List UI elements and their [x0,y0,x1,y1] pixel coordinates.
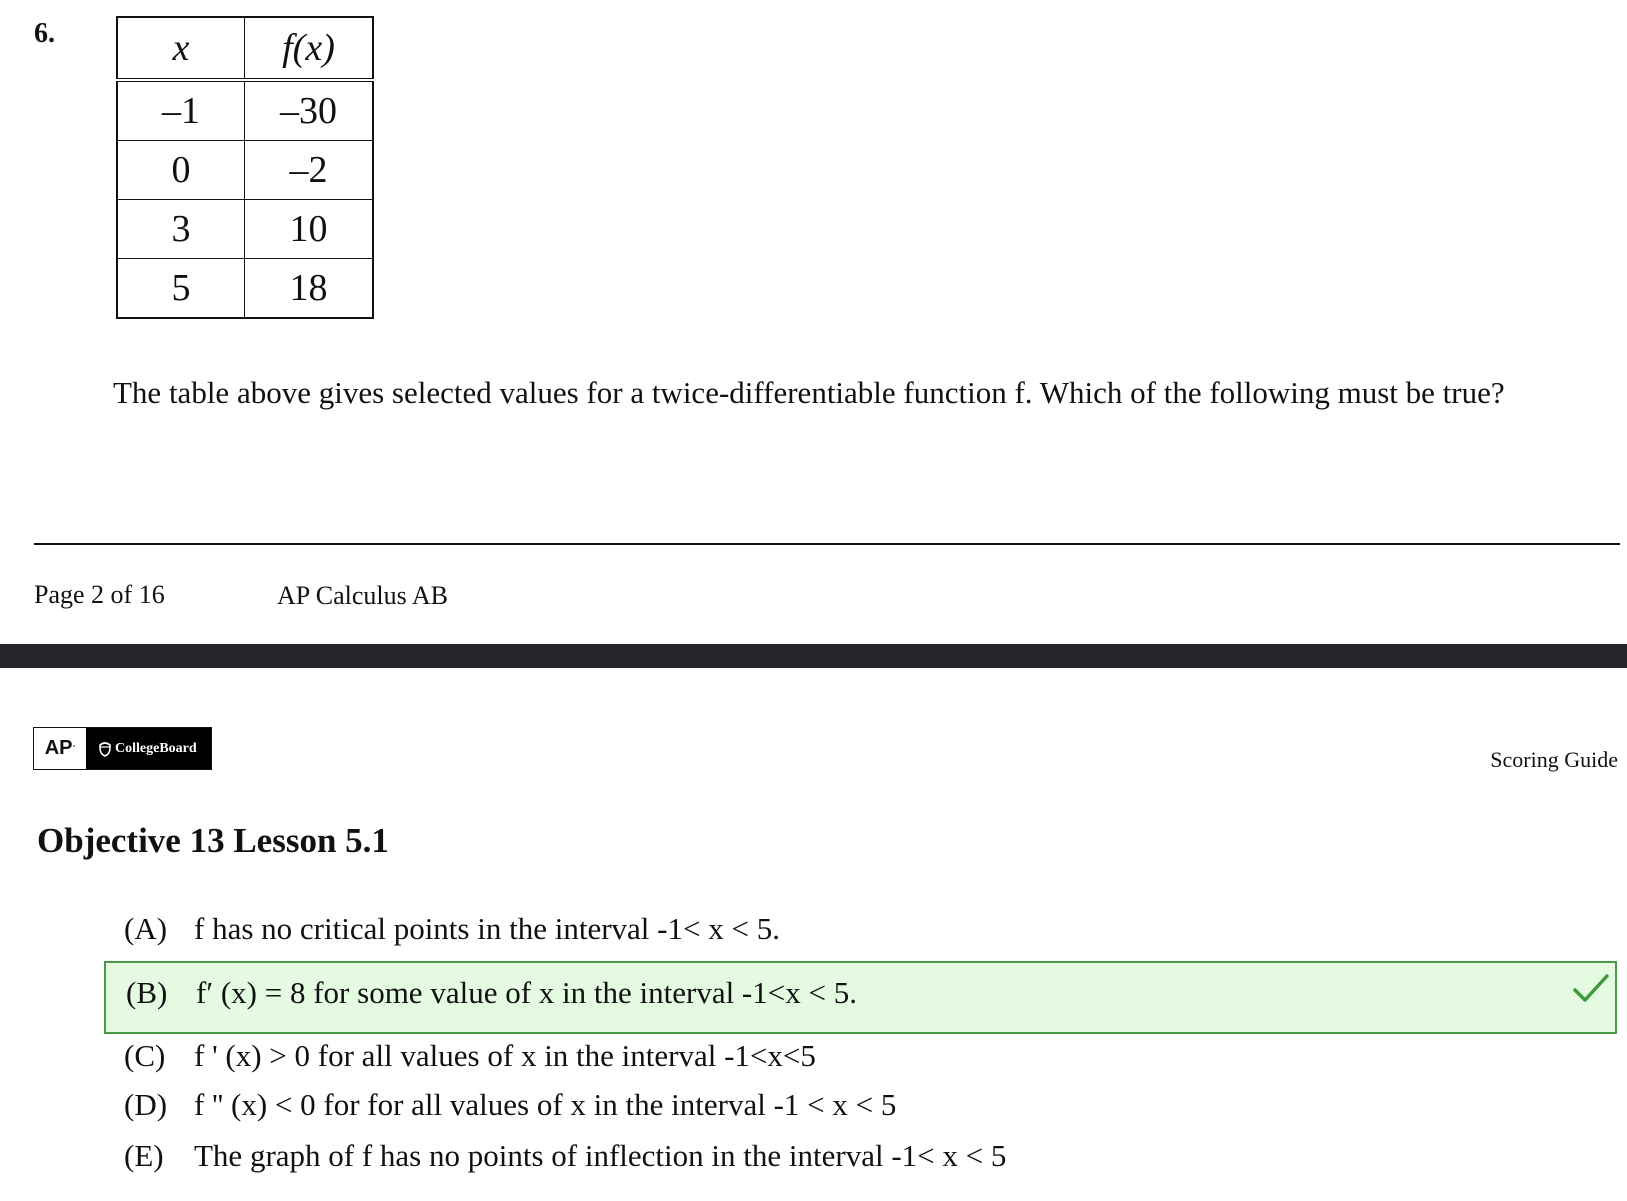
choice-letter: (B) [126,975,168,1010]
choice-text: f has no critical points in the interval -1< x < 5. [194,911,780,946]
ap-collegeboard-logo [33,727,212,770]
table-cell: –1 [117,80,245,141]
table-cell: 10 [245,200,374,259]
table-row [117,200,373,259]
choice-text: f′ (x) = 8 for some value of x in the interval -1<x < 5. [196,975,857,1010]
course-name: AP Calculus AB [277,581,448,610]
choice-text: f '' (x) < 0 for for all values of x in the interval -1 < x < 5 [194,1087,897,1122]
choice-letter: (E) [124,1138,164,1173]
choice-text: The graph of f has no points of inflection in the interval -1< x < 5 [194,1138,1007,1173]
acorn-icon [98,741,112,757]
page-break-bar [0,644,1627,668]
choice-letter: (D) [124,1087,168,1122]
choice-text: f ' (x) > 0 for all values of x in the interval -1<x<5 [194,1038,816,1073]
table-cell: –30 [245,80,374,141]
question-text: The table above gives selected values for a twice-differentiable function f. Which of the following must be true? [113,375,1505,410]
table-header-row [117,17,373,80]
values-table [116,16,374,319]
collegeboard-logo [86,728,211,769]
objective-title: Objective 13 Lesson 5.1 [37,821,389,860]
table-row [117,80,373,141]
question-number: 6. [34,18,55,49]
table-cell: 18 [245,259,374,319]
table-row [117,141,373,200]
table-cell: 3 [117,200,245,259]
answer-choice-a[interactable] [104,897,1617,970]
scoring-guide-title: Scoring Guide [1490,747,1618,772]
table-cell: 5 [117,259,245,319]
table-header-fx: f(x) [245,17,374,80]
table-cell: 0 [117,141,245,200]
footer-divider [34,543,1620,545]
page-number: Page 2 of 16 [34,580,165,609]
table-header-x: x [117,17,245,80]
table-row [117,259,373,319]
choice-letter: (C) [124,1038,166,1073]
choice-letter: (A) [124,911,168,946]
table-cell: –2 [245,141,374,200]
answer-choice-e[interactable] [104,1128,1617,1201]
collegeboard-logo-text: CollegeBoard [115,740,197,756]
check-icon [1571,970,1611,1006]
ap-logo-text: AP [44,737,73,759]
ap-logo: AP ° [34,728,86,769]
